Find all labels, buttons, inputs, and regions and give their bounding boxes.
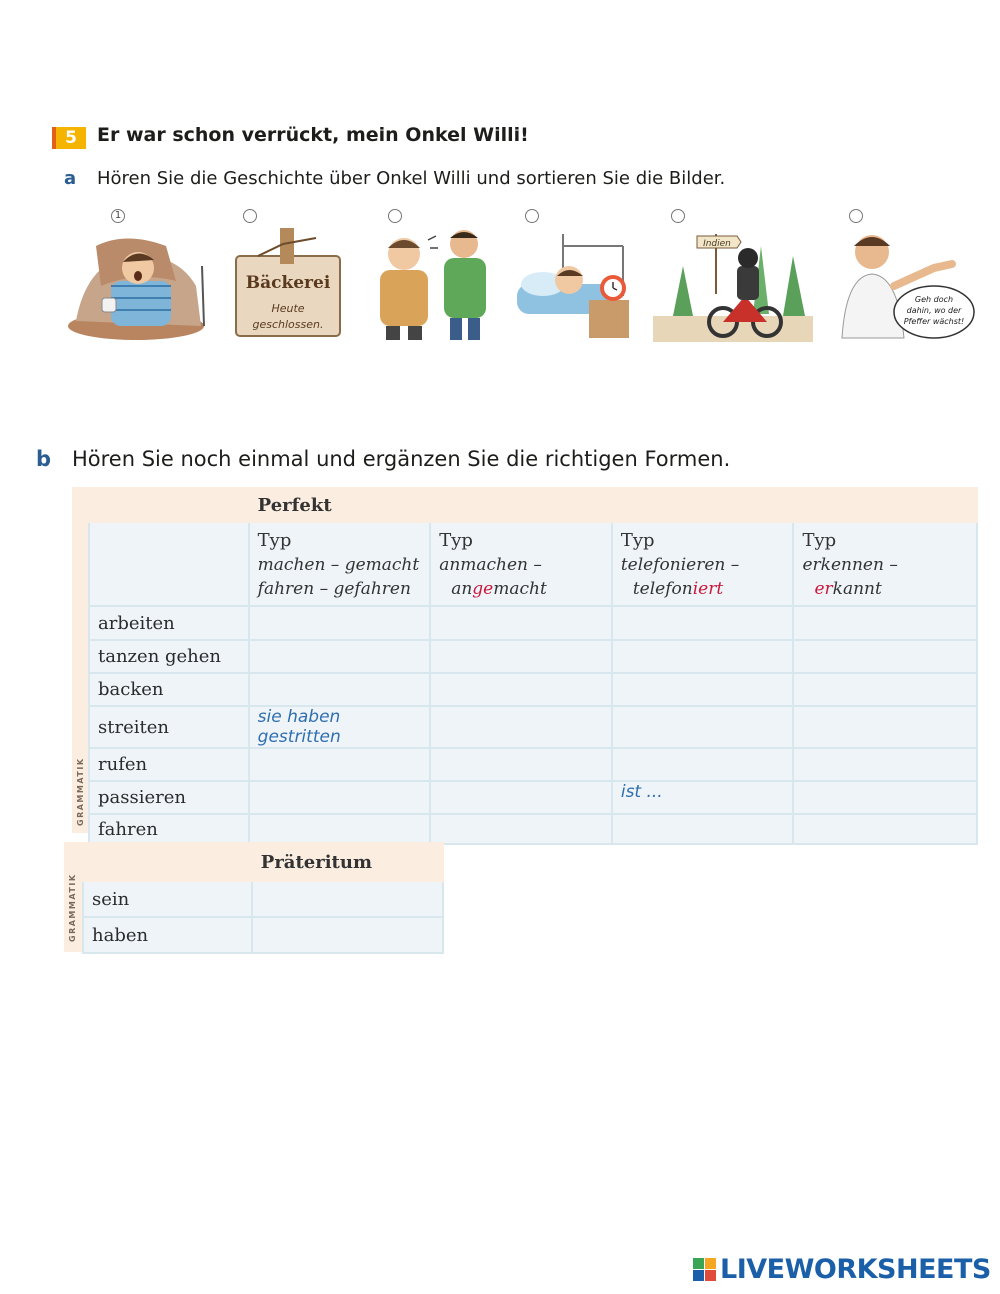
sick-man-in-bed-illustration [66, 226, 208, 342]
bakery-sign-title: Bäckerei [245, 273, 331, 293]
picture-order-radio-1[interactable]: 1 [111, 209, 125, 223]
table-row [83, 917, 443, 953]
answer-cell[interactable] [612, 706, 794, 748]
bakery-closed-sign-illustration [228, 226, 348, 342]
type-header-4: Typ erkennen – erkannt [793, 522, 977, 606]
answer-cell[interactable] [430, 814, 612, 844]
answer-cell[interactable] [430, 606, 612, 640]
verb-label: rufen [89, 748, 249, 781]
liveworksheets-logo [693, 1254, 991, 1285]
table-row [89, 814, 977, 844]
verb-label: fahren [89, 814, 249, 844]
answer-cell[interactable] [612, 640, 794, 673]
two-men-arguing-illustration [366, 226, 496, 342]
type-header-1: Typ machen – gemacht fahren – gefahren [249, 522, 431, 606]
answer-cell[interactable] [793, 706, 977, 748]
type-header-2: Typ anmachen – angemacht [430, 522, 612, 606]
table-row [89, 781, 977, 814]
answer-cell[interactable] [430, 640, 612, 673]
answer-cell[interactable]: ist ... [612, 781, 794, 814]
answer-cell[interactable] [249, 748, 431, 781]
table-row [83, 881, 443, 917]
part-b-instruction: Hören Sie noch einmal und ergänzen Sie die richtigen Formen. [72, 447, 731, 471]
man-sleeping-alarm-clock-illustration [513, 226, 643, 342]
answer-cell[interactable]: sie haben gestritten [249, 706, 431, 748]
verb-label: tanzen gehen [89, 640, 249, 673]
praeteritum-heading: Präteritum [252, 843, 443, 881]
answer-cell[interactable] [793, 814, 977, 844]
svg-text:geschlossen.: geschlossen. [252, 318, 324, 331]
answer-cell[interactable] [793, 748, 977, 781]
angry-man-pointing-illustration [834, 226, 976, 342]
picture-order-radio-2[interactable] [243, 209, 257, 223]
answer-cell[interactable] [793, 673, 977, 706]
answer-cell[interactable] [249, 814, 431, 844]
verb-label: arbeiten [89, 606, 249, 640]
table-row [89, 673, 977, 706]
exercise-number-badge: 5 [52, 127, 86, 149]
logo-text: LIVEWORKSHEETS [720, 1254, 991, 1285]
perfekt-table [88, 487, 978, 845]
answer-cell[interactable] [430, 706, 612, 748]
svg-text:Heute: Heute [271, 302, 305, 315]
indien-sign-text: Indien [703, 239, 731, 249]
picture-order-radio-3[interactable] [388, 209, 402, 223]
table-row [89, 640, 977, 673]
grammatik-side-label-2: GRAMMATIK [68, 873, 77, 942]
answer-cell[interactable] [793, 781, 977, 814]
answer-cell[interactable] [252, 917, 443, 953]
answer-cell[interactable] [793, 606, 977, 640]
answer-cell[interactable] [612, 748, 794, 781]
picture-order-radio-4[interactable] [525, 209, 539, 223]
answer-cell[interactable] [430, 748, 612, 781]
svg-text:dahin, wo der: dahin, wo der [906, 306, 962, 315]
table-row [89, 748, 977, 781]
picture-order-radio-5[interactable] [671, 209, 685, 223]
verb-label: passieren [89, 781, 249, 814]
verb-label: haben [83, 917, 252, 953]
answer-cell[interactable] [430, 781, 612, 814]
motorcycle-indien-sign-illustration [653, 226, 813, 342]
answer-cell[interactable] [252, 881, 443, 917]
verb-label: sein [83, 881, 252, 917]
table-row [89, 706, 977, 748]
answer-cell[interactable] [249, 673, 431, 706]
answer-cell[interactable] [612, 606, 794, 640]
picture-order-radio-6[interactable] [849, 209, 863, 223]
svg-text:Geh doch: Geh doch [914, 295, 954, 304]
type-header-3: Typ telefonieren – telefoniert [612, 522, 794, 606]
answer-cell[interactable] [612, 673, 794, 706]
logo-mark-icon [693, 1258, 716, 1281]
verb-label: streiten [89, 706, 249, 748]
verb-label: backen [89, 673, 249, 706]
exercise-title: Er war schon verrückt, mein Onkel Willi! [97, 124, 529, 146]
answer-cell[interactable] [430, 673, 612, 706]
part-a-letter: a [64, 168, 77, 189]
perfekt-heading: Perfekt [249, 488, 977, 522]
grammatik-side-label: GRAMMATIK [76, 757, 85, 826]
part-b-letter: b [36, 447, 52, 471]
praeteritum-table [82, 842, 444, 954]
answer-cell[interactable] [249, 606, 431, 640]
svg-text:Pfeffer wächst!: Pfeffer wächst! [903, 317, 965, 326]
part-a-instruction: Hören Sie die Geschichte über Onkel Willi und sortieren Sie die Bilder. [97, 168, 726, 189]
answer-cell[interactable] [249, 640, 431, 673]
answer-cell[interactable] [793, 640, 977, 673]
answer-cell[interactable] [612, 814, 794, 844]
table-row [89, 606, 977, 640]
answer-cell[interactable] [249, 781, 431, 814]
